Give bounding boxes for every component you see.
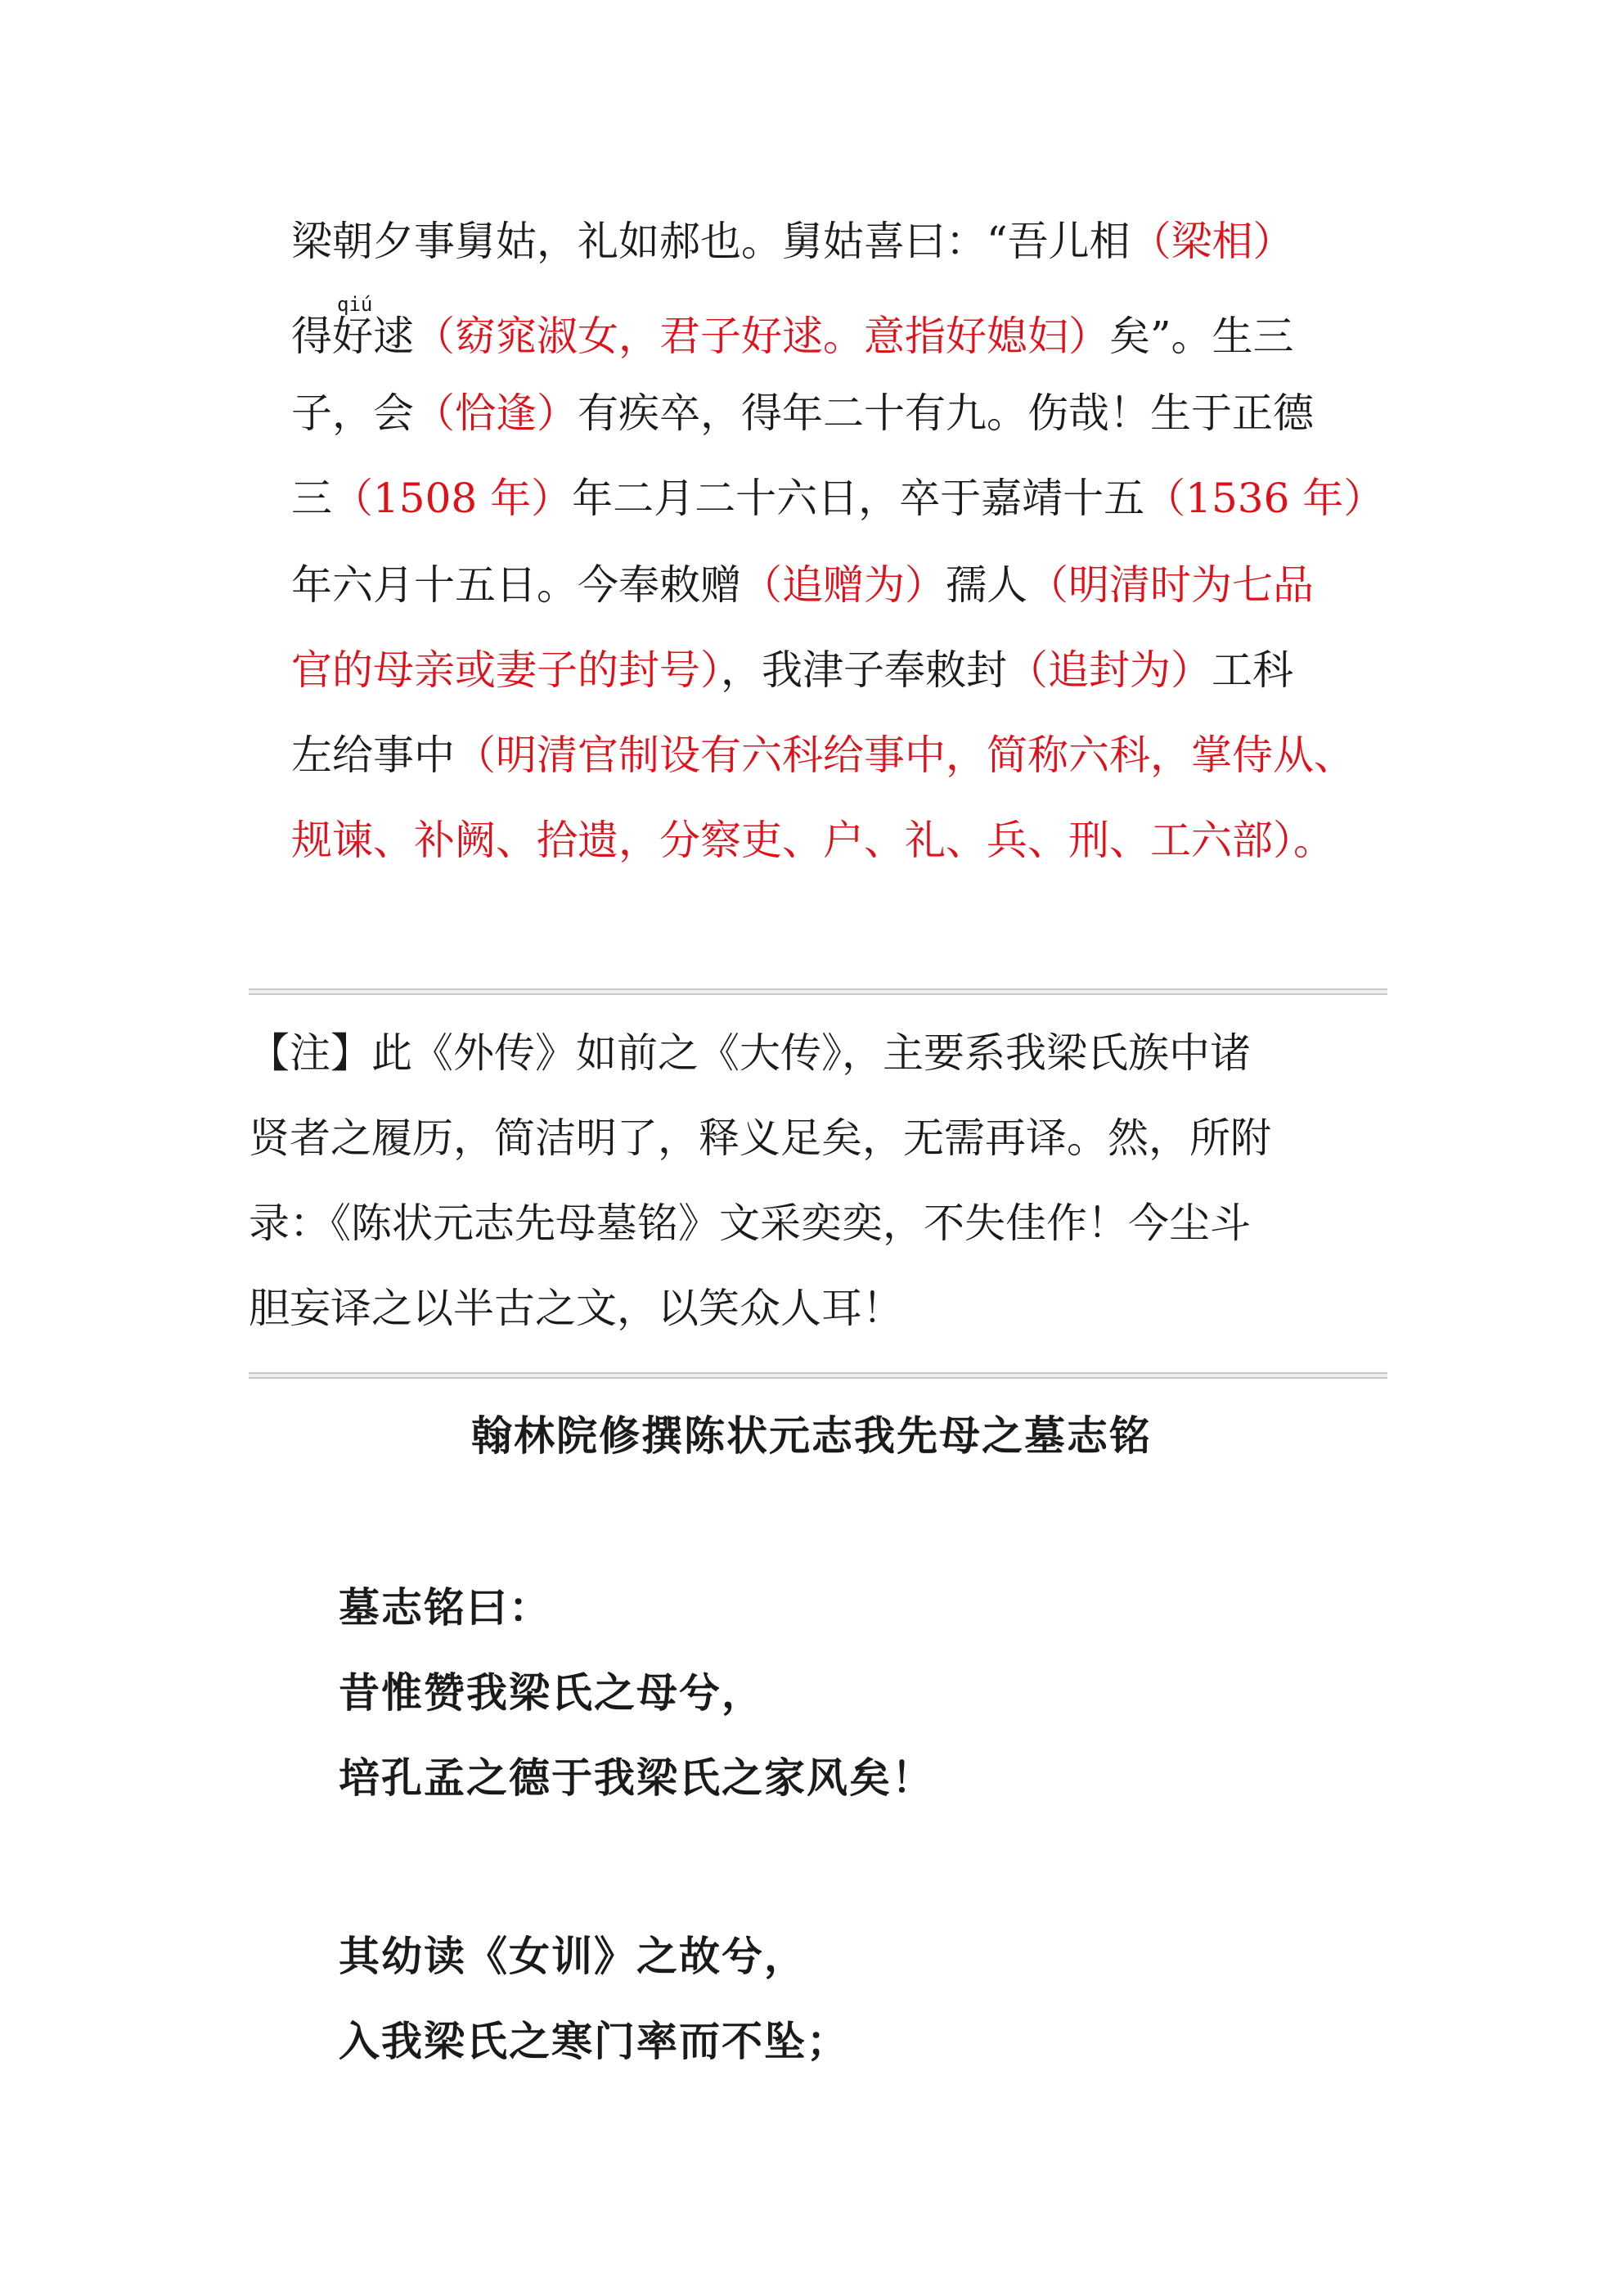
annotation-text: 官的母亲或妻子的封号） [291, 646, 721, 694]
annotation-text: 规谏、补阙、拾遗，分察吏、户、礼、兵、刑、工六部）。 [291, 817, 1334, 864]
body-line [291, 470, 1384, 527]
note-line: 贤者之履历，简洁明了，释义足矣，无需再译。然，所附 [249, 1114, 1271, 1162]
annotation-text: （1536 年） [1144, 475, 1385, 522]
body-text: 三 [291, 475, 332, 522]
body-line [291, 385, 1314, 442]
poem-line: 昔惟赞我梁氏之母兮， [339, 1668, 764, 1717]
divider-top [249, 988, 1387, 995]
note-line: 【注】此《外传》如前之《大传》，主要系我梁氏族中诸 [249, 1029, 1251, 1077]
body-line [291, 556, 1314, 614]
annotation-text: （追赠为） [741, 561, 946, 609]
body-text: 年六月十五日。今奉敕赠 [291, 561, 741, 609]
body-text: 年二月二十六日，卒于嘉靖十五 [572, 475, 1145, 522]
body-line [291, 727, 1355, 784]
body-text: 子，会 [291, 389, 414, 437]
annotation-text: （追封为） [1007, 646, 1212, 694]
body-text: 孺人 [946, 561, 1027, 609]
body-text: 得好逑 [291, 313, 414, 360]
poem-line: 墓志铭曰： [339, 1583, 551, 1632]
note-line: 录：《陈状元志先母墓铭》文采奕奕，不失佳作！今尘斗 [249, 1200, 1251, 1247]
body-text: 工科 [1212, 646, 1293, 694]
annotation-text: （1508 年） [332, 475, 573, 522]
body-line [291, 812, 1334, 869]
body-text: 有疾卒，得年二十有九。伤哉！生于正德 [578, 389, 1314, 437]
body-text: 梁朝夕事舅姑，礼如郝也。舅姑喜曰：“吾儿相 [291, 218, 1131, 265]
annotation-text: （明清官制设有六科给事中，简称六科，掌侍从、 [455, 732, 1355, 779]
poem-line: 入我梁氏之寒门率而不坠； [339, 2017, 849, 2065]
annotation-text: （明清时为七品 [1027, 561, 1314, 609]
body-text: 矣”。生三 [1109, 313, 1294, 360]
annotation-text: （梁相） [1130, 218, 1294, 265]
body-text: 左给事中 [291, 732, 455, 779]
body-line [291, 213, 1294, 270]
divider-bottom [249, 1372, 1387, 1379]
pinyin-annotation: qiú [337, 293, 373, 316]
body-line [291, 642, 1293, 699]
section-title: 翰林院修撰陈状元志我先母之墓志铭 [471, 1411, 1152, 1460]
poem-line: 培孔孟之德于我梁氏之家风矣！ [339, 1754, 934, 1802]
body-text: ，我津子奉敕封 [721, 646, 1007, 694]
annotation-text: （恰逢） [414, 389, 578, 437]
note-line: 胆妄译之以半古之文，以笑众人耳！ [249, 1285, 903, 1332]
body-line [291, 308, 1294, 365]
poem-line: 其幼读《女训》之故兮， [339, 1932, 807, 1980]
annotation-text: （窈窕淑女，君子好逑。意指好媳妇） [414, 313, 1109, 360]
